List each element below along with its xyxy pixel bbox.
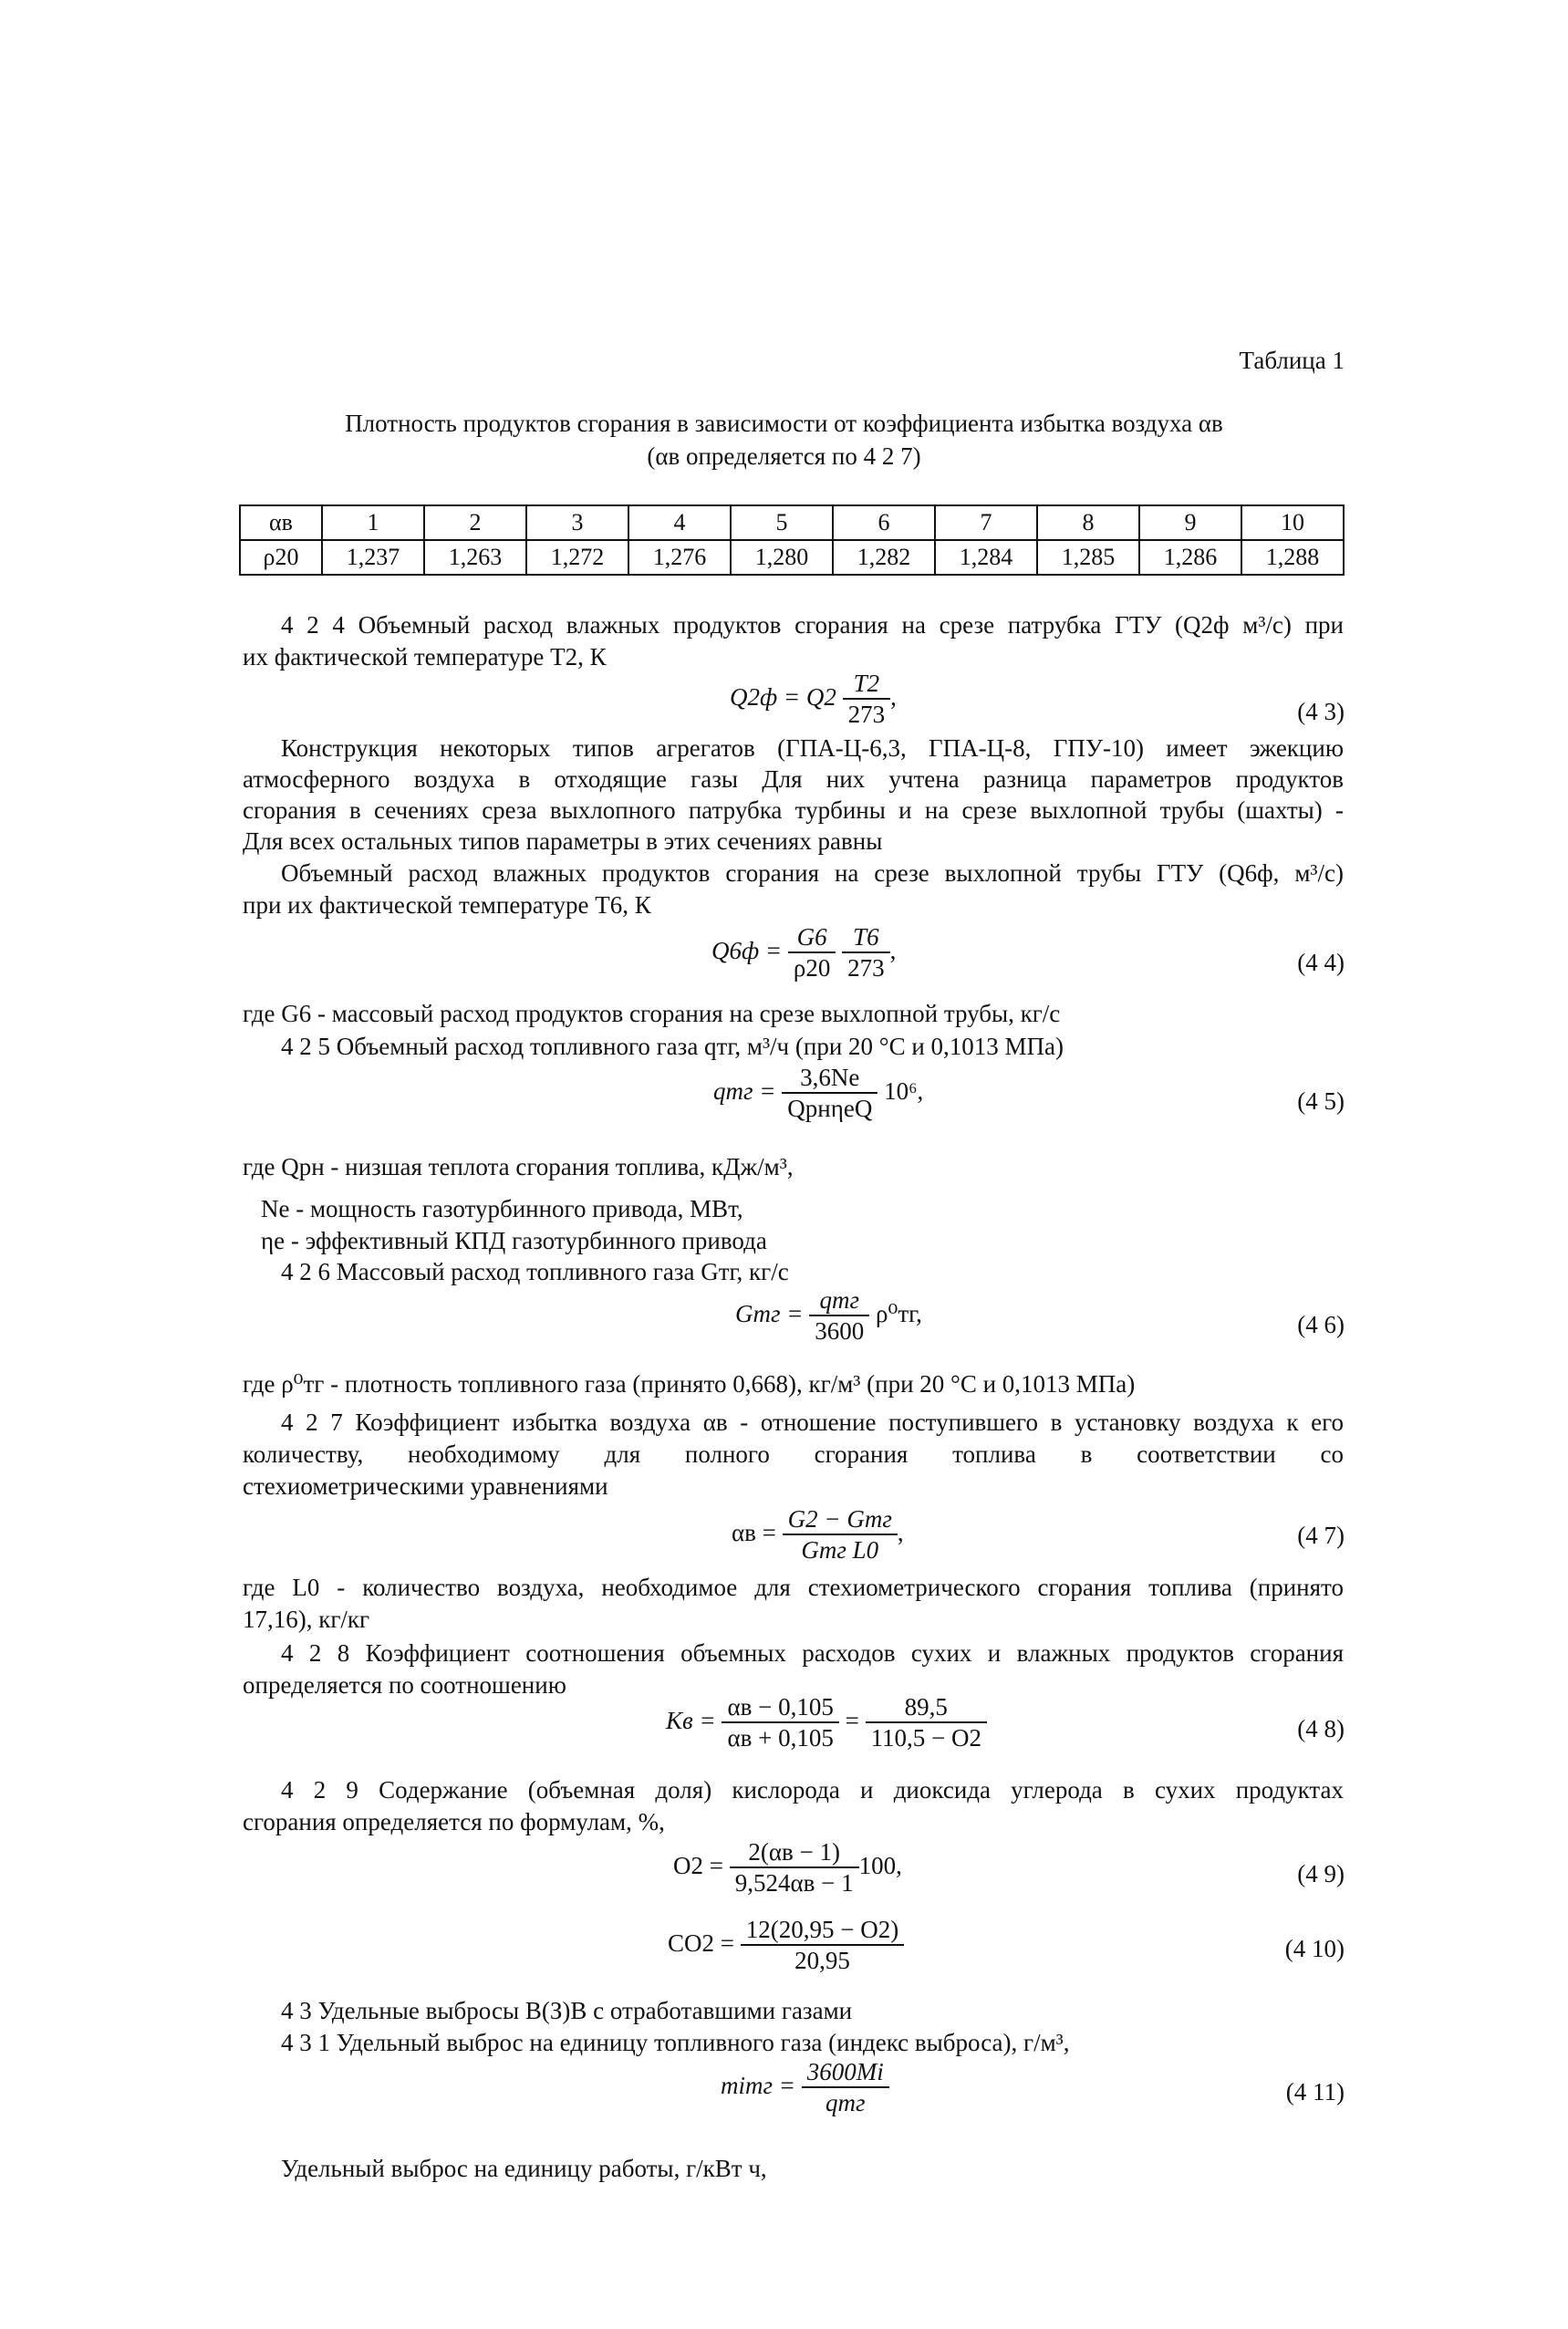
- formula-lhs: qтг =: [713, 1076, 776, 1105]
- formula-4-7: [732, 1505, 904, 1565]
- paragraph-g6: где G6 - массовый расход продуктов сгорания на срезе выхлопной трубы, кг/с: [243, 1000, 1061, 1027]
- table-cell: 2: [424, 505, 526, 540]
- fraction: [843, 670, 891, 729]
- paragraph-428-line-1: 4 2 8 Коэффициент соотношения объемных расходов сухих и влажных продуктов сгорания: [281, 1639, 1344, 1667]
- table-cell: 3: [526, 505, 628, 540]
- formula-4-6: [735, 1286, 922, 1346]
- paragraph-construction-line-1: Конструкция некоторых типов агрегатов (ГПА-Ц-6,3, ГПА-Ц-8, ГПУ-10) имеет эжекцию: [281, 734, 1344, 762]
- table-cell: 1,286: [1139, 540, 1241, 575]
- paragraph-qp: где Qрн - низшая теплота сгорания топлива, кДж/м³,: [243, 1153, 794, 1180]
- equation-number-4-4: (4 4): [1297, 949, 1345, 976]
- paragraph-last: Удельный выброс на единицу работы, г/кВт ч,: [281, 2155, 767, 2182]
- equation-number-4-8: (4 8): [1297, 1715, 1345, 1742]
- paragraph-construction-line-2: атмосферного воздуха в отходящие газы Для них учтена разница параметров продуктов: [243, 765, 1344, 793]
- denominator: 273: [847, 701, 886, 729]
- density-table: [239, 504, 1345, 576]
- numerator: 12(20,95 − O2): [741, 1916, 904, 1946]
- table-cell: 1,284: [935, 540, 1037, 575]
- denominator: 20,95: [794, 1947, 850, 1975]
- formula-4-11: [721, 2058, 889, 2117]
- numerator: G6: [796, 923, 827, 951]
- table-caption-line-1: Плотность продуктов сгорания в зависимости от коэффициента избытка воздуха αв: [345, 410, 1223, 437]
- formula-lhs: CO2 =: [668, 1929, 734, 1957]
- denominator: qтг: [825, 2089, 866, 2117]
- formula-lhs: miтг =: [721, 2071, 796, 2099]
- formula-lhs: Kв =: [666, 1706, 716, 1734]
- numerator: T6: [853, 923, 879, 951]
- formula-4-9: [673, 1838, 902, 1898]
- paragraph-424-line-1: 4 2 4 Объемный расход влажных продуктов сгорания на срезе патрубка ГТУ (Q2ф м³/с) при: [281, 611, 1344, 639]
- fraction: [722, 1693, 838, 1752]
- table-cell: 8: [1037, 505, 1139, 540]
- paragraph-429-line-2: сгорания определяется по формулам, %,: [243, 1808, 665, 1835]
- numerator: T2: [853, 670, 880, 697]
- paragraph-flow-line-2: при их фактической температуре T6, К: [243, 891, 651, 919]
- table-cell: 1,272: [526, 540, 628, 575]
- table-cell: 4: [628, 505, 731, 540]
- fraction: [730, 1838, 859, 1898]
- paragraph-rho: где ρ⁰тг - плотность топливного газа (принято 0,668), кг/м³ (при 20 °С и 0,1013 МПа): [243, 1370, 1136, 1398]
- paragraph-ne: Ne - мощность газотурбинного привода, МВт,: [261, 1195, 743, 1222]
- fraction: [741, 1916, 904, 1975]
- paragraph-424-line-2: их фактической температуре T2, К: [243, 643, 607, 671]
- formula-tail: ,: [896, 1851, 902, 1879]
- equation-number-4-5: (4 5): [1297, 1087, 1345, 1115]
- formula-tail: ,: [917, 1076, 924, 1105]
- table-cell: αв: [240, 505, 322, 540]
- numerator: 2(αв − 1): [730, 1838, 859, 1868]
- formula-lhs: Q2ф = Q2: [730, 682, 836, 711]
- numerator: qтг: [819, 1286, 860, 1314]
- equation-number-4-3: (4 3): [1297, 698, 1345, 725]
- formula-lhs: Q6ф =: [711, 936, 783, 964]
- paragraph-426: 4 2 6 Массовый расход топливного газа Gтг, кг/с: [281, 1258, 789, 1285]
- table-row: [240, 505, 1344, 540]
- denominator: QрнηеQ: [787, 1095, 873, 1123]
- paragraph-l0-line-1: где L0 - количество воздуха, необходимое для стехиометрического сгорания топлива (принято: [243, 1574, 1344, 1601]
- equation-number-4-11: (4 11): [1285, 2078, 1345, 2105]
- fraction: [802, 2058, 889, 2117]
- paragraph-429-line-1: 4 2 9 Содержание (объемная доля) кислорода и диоксида углерода в сухих продуктах: [281, 1776, 1344, 1804]
- paragraph-l0-line-2: 17,16), кг/кг: [243, 1606, 370, 1633]
- denominator: Gтг L0: [801, 1536, 879, 1565]
- formula-tail: ,: [916, 1299, 922, 1327]
- formula-lhs: O2 =: [673, 1851, 723, 1879]
- multiplier: ρ⁰тг: [876, 1299, 917, 1327]
- table-cell: 10: [1241, 505, 1344, 540]
- table-cell: 1,282: [833, 540, 935, 575]
- fraction: [842, 923, 890, 983]
- paragraph-431: 4 3 1 Удельный выброс на единицу топливного газа (индекс выброса), г/м³,: [281, 2029, 1070, 2056]
- table-label: Таблица 1: [1239, 347, 1345, 374]
- table-cell: 1: [322, 505, 424, 540]
- table-cell: 6: [833, 505, 935, 540]
- numerator: αв − 0,105: [722, 1693, 838, 1723]
- table-cell: 1,285: [1037, 540, 1139, 575]
- table-cell: ρ20: [240, 540, 322, 575]
- formula-4-10: [668, 1916, 904, 1975]
- fraction: [866, 1693, 987, 1752]
- formula-4-3: [730, 670, 897, 729]
- denominator: 9,524αв − 1: [734, 1869, 854, 1898]
- table-cell: 1,276: [628, 540, 731, 575]
- paragraph-427-line-1: 4 2 7 Коэффициент избытка воздуха αв - отношение поступившего в установку воздуха к его: [281, 1409, 1344, 1436]
- denominator: ρ20: [793, 954, 831, 983]
- table-cell: 7: [935, 505, 1037, 540]
- denominator: 3600: [815, 1317, 865, 1346]
- table-cell: 1,280: [731, 540, 833, 575]
- fraction: [809, 1286, 869, 1346]
- table-row: [240, 540, 1344, 575]
- numerator: 3600Mi: [806, 2058, 884, 2085]
- formula-lhs: αв =: [732, 1518, 776, 1546]
- section-43-heading: 4 3 Удельные выбросы В(З)В с отработавшими газами: [281, 1997, 853, 2024]
- table-caption-line-2: (αв определяется по 4 2 7): [647, 442, 921, 470]
- paragraph-428-line-2: определяется по соотношению: [243, 1671, 566, 1699]
- paragraph-construction-line-4: Для всех остальных типов параметры в этих сечениях равны: [243, 827, 883, 855]
- paragraph-construction-line-3: сгорания в сечениях среза выхлопного патрубка турбины и на срезе выхлопной трубы (шахты) -: [243, 796, 1344, 824]
- denominator: αв + 0,105: [727, 1724, 834, 1752]
- paragraph-eta: ηе - эффективный КПД газотурбинного привода: [261, 1227, 767, 1254]
- formula-4-4: [711, 923, 896, 983]
- denominator: 273: [847, 954, 885, 983]
- fraction: [782, 1064, 877, 1123]
- formula-4-8: [666, 1693, 987, 1752]
- table-cell: 1,263: [424, 540, 526, 575]
- formula-4-5: [713, 1064, 923, 1123]
- table-cell: 1,237: [322, 540, 424, 575]
- numerator: 3,6Ne: [782, 1064, 877, 1094]
- equation-number-4-10: (4 10): [1284, 1935, 1345, 1962]
- formula-tail: ,: [897, 1518, 904, 1546]
- equation-number-4-9: (4 9): [1297, 1860, 1345, 1887]
- equation-number-4-7: (4 7): [1297, 1522, 1345, 1549]
- formula-tail: ,: [889, 936, 897, 964]
- table-cell: 9: [1139, 505, 1241, 540]
- paragraph-427-line-2: количеству, необходимому для полного сгорания топлива в соответствии со: [243, 1440, 1344, 1468]
- equals-sign: =: [845, 1706, 859, 1734]
- equation-number-4-6: (4 6): [1297, 1311, 1345, 1338]
- multiplier: 10⁶: [884, 1076, 918, 1105]
- numerator: 89,5: [866, 1693, 987, 1723]
- formula-lhs: Gтг =: [735, 1299, 804, 1327]
- table-cell: 1,288: [1241, 540, 1344, 575]
- numerator: G2 − Gтг: [787, 1505, 892, 1533]
- denominator: 110,5 − O2: [870, 1724, 982, 1752]
- paragraph-flow-line-1: Объемный расход влажных продуктов сгорания на срезе выхлопной трубы ГТУ (Q6ф, м³/с): [281, 859, 1344, 887]
- paragraph-427-line-3: стехиометрическими уравнениями: [243, 1472, 608, 1500]
- paragraph-425: 4 2 5 Объемный расход топливного газа qтг, м³/ч (при 20 °С и 0,1013 МПа): [281, 1033, 1064, 1060]
- formula-tail: ,: [890, 682, 897, 711]
- fraction: [788, 923, 836, 983]
- table-cell: 5: [731, 505, 833, 540]
- multiplier: 100: [858, 1851, 897, 1879]
- fraction: [783, 1505, 898, 1565]
